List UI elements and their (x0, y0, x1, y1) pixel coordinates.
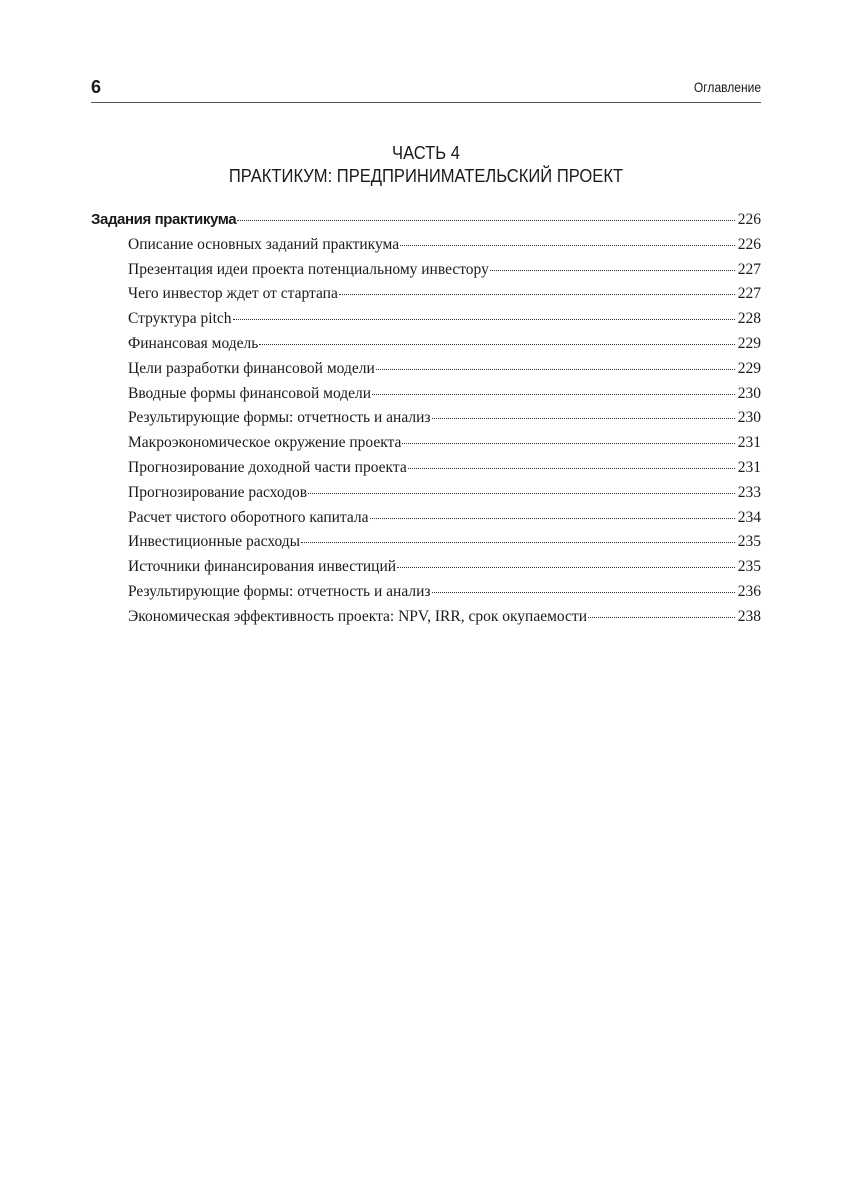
toc-entry[interactable] (91, 558, 761, 583)
dot-leader (432, 592, 735, 593)
toc-entry[interactable] (91, 335, 761, 360)
toc-entry-title: Финансовая модель (128, 334, 259, 352)
toc-section-title: Задания практикума (91, 211, 237, 228)
dot-leader (400, 245, 735, 246)
toc-entry[interactable] (91, 583, 761, 608)
toc-entry[interactable] (91, 434, 761, 459)
toc-entry[interactable] (91, 236, 761, 261)
dot-leader (432, 418, 735, 419)
toc-entry-title: Результирующие формы: отчетность и анализ (128, 409, 431, 427)
dot-leader (490, 270, 735, 271)
toc-entry[interactable] (91, 261, 761, 286)
dot-leader (376, 369, 735, 370)
running-title: Оглавление (693, 79, 761, 95)
toc-section-page: 226 (737, 211, 761, 228)
toc-entry-page: 229 (737, 359, 761, 377)
table-of-contents (91, 211, 761, 633)
toc-entry-page: 226 (737, 235, 761, 253)
toc-entry[interactable] (91, 310, 761, 335)
dot-leader (259, 344, 734, 345)
part-heading (91, 142, 761, 188)
toc-entry[interactable] (91, 360, 761, 385)
dot-leader (308, 493, 735, 494)
toc-entry-title: Расчет чистого оборотного капитала (128, 508, 369, 526)
toc-entry-title: Вводные формы финансовой модели (128, 384, 372, 402)
page-header (91, 76, 761, 103)
toc-entry[interactable] (91, 533, 761, 558)
toc-entry-title: Инвестиционные расходы (128, 533, 301, 551)
toc-entry-page: 230 (737, 409, 761, 427)
toc-entry-page: 233 (737, 483, 761, 501)
dot-leader (237, 220, 735, 221)
toc-entry-title: Результирующие формы: отчетность и анализ (128, 582, 431, 600)
dot-leader (408, 468, 735, 469)
toc-entry[interactable] (91, 484, 761, 509)
dot-leader (370, 518, 735, 519)
dot-leader (372, 394, 735, 395)
toc-entry[interactable] (91, 285, 761, 310)
toc-entry-title: Прогнозирование расходов (128, 483, 308, 501)
toc-entry-page: 230 (737, 384, 761, 402)
toc-entry-title: Прогнозирование доходной части проекта (128, 458, 407, 476)
toc-entry-page: 236 (737, 582, 761, 600)
toc-entry-title: Чего инвестор ждет от стартапа (128, 285, 338, 303)
dot-leader (397, 567, 735, 568)
dot-leader (301, 542, 735, 543)
toc-entry-title: Макроэкономическое окружение проекта (128, 434, 402, 452)
toc-entry-title: Описание основных заданий практикума (128, 235, 400, 253)
toc-entry-page: 235 (737, 558, 761, 576)
part-title: ПРАКТИКУМ: ПРЕДПРИНИМАТЕЛЬСКИЙ ПРОЕКТ (228, 166, 624, 186)
toc-entry-page: 229 (737, 334, 761, 352)
toc-entry-title: Структура pitch (128, 310, 232, 328)
toc-entry-page: 231 (737, 458, 761, 476)
toc-section-entry[interactable] (91, 211, 761, 236)
toc-entry[interactable] (91, 409, 761, 434)
toc-entry[interactable] (91, 459, 761, 484)
toc-entry-page: 231 (737, 434, 761, 452)
dot-leader (233, 319, 735, 320)
toc-entry-title: Презентация идеи проекта потенциальному инвестору (128, 260, 489, 278)
toc-entry-page: 228 (737, 310, 761, 328)
dot-leader (339, 294, 735, 295)
dot-leader (588, 617, 735, 618)
toc-entry-title: Источники финансирования инвестиций (128, 558, 397, 576)
toc-entry-page: 238 (737, 607, 761, 625)
toc-entry-page: 227 (737, 260, 761, 278)
page-number: 6 (91, 77, 102, 97)
dot-leader (402, 443, 734, 444)
toc-entry[interactable] (91, 509, 761, 534)
toc-entry-page: 234 (737, 508, 761, 526)
toc-entry-title: Цели разработки финансовой модели (128, 359, 375, 377)
toc-entry[interactable] (91, 385, 761, 410)
toc-entry-title: Экономическая эффективность проекта: NPV, IRR, срок окупаемости (128, 607, 587, 625)
toc-entry-page: 227 (737, 285, 761, 303)
toc-entry[interactable] (91, 608, 761, 633)
toc-entry-page: 235 (737, 533, 761, 551)
part-number: ЧАСТЬ 4 (392, 143, 460, 163)
